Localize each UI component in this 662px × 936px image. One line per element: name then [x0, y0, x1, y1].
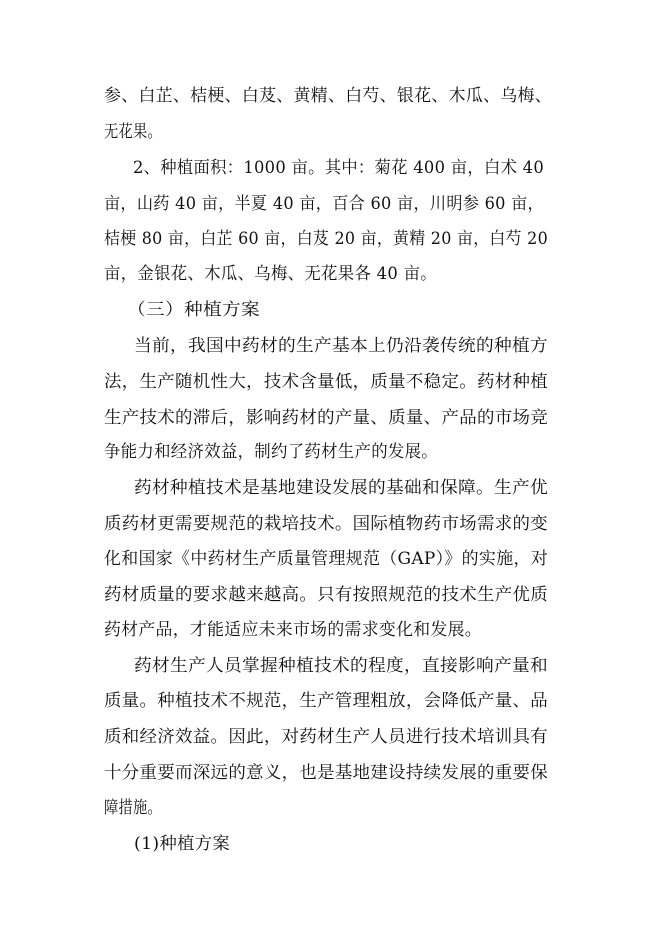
text-line: [104, 725, 548, 749]
text-line-content: 药材生产人员掌握种植技术的程度，直接影响产量和: [134, 656, 548, 676]
text-line: [104, 796, 173, 820]
text-line: [104, 262, 449, 286]
text-line-content: 亩，山药 40 亩，半夏 40 亩，百合 60 亩，川明参 60 亩，: [104, 194, 544, 214]
text-line: [104, 120, 173, 144]
text-line-content: 化和国家《中药材生产质量管理规范（GAP）》的实施，对: [104, 549, 548, 569]
text-line-content: 法，生产随机性大，技术含量低，质量不稳定。药材种植: [104, 372, 548, 392]
text-line: [104, 370, 548, 394]
text-line: [133, 156, 561, 180]
text-line: [104, 618, 485, 642]
text-line-content: 生产技术的滞后，影响药材的产量、质量、产品的市场竞: [104, 408, 548, 428]
text-line: [104, 512, 548, 536]
text-line-content: 药材质量的要求越来越高。只有按照规范的技术生产优质: [104, 585, 548, 605]
text-line-content: 障措施。: [104, 798, 162, 818]
text-line-content: 药材种植技术是基地建设发展的基础和保障。生产优: [134, 478, 548, 498]
text-line: [134, 654, 548, 678]
text-line-content: 质量。种植技术不规范，生产管理粗放，会降低产量、品: [104, 691, 548, 711]
text-line: [104, 406, 548, 430]
text-line: [104, 761, 548, 785]
text-line-content: 桔梗 80 亩，白芷 60 亩，白芨 20 亩，黄精 20 亩，白芍 20: [104, 229, 548, 249]
text-line-content: 质药材更需要规范的栽培技术。国际植物药市场需求的变: [104, 514, 548, 534]
text-line: [104, 84, 554, 108]
text-line: [134, 334, 548, 358]
text-line-content: 参、白芷、桔梗、白芨、黄精、白芍、银花、木瓜、乌梅、: [104, 86, 552, 106]
text-line-content: 当前，我国中药材的生产基本上仍沿袭传统的种植方: [134, 336, 548, 356]
section-heading: [134, 832, 228, 856]
text-line-content: 药材产品，才能适应未来市场的需求变化和发展。: [104, 620, 482, 640]
section-heading: [127, 298, 260, 322]
text-line: [104, 192, 567, 216]
text-line-content: 十分重要而深远的意义，也是基地建设持续发展的重要保: [104, 763, 548, 783]
text-line: [134, 476, 548, 500]
text-line: [104, 689, 548, 713]
text-line: [104, 227, 578, 251]
text-line-content: 无花果。: [104, 122, 162, 142]
text-line-content: 质和经济效益。因此，对药材生产人员进行技术培训具有: [104, 727, 548, 747]
text-line-content: 争能力和经济效益，制约了药材生产的发展。: [104, 442, 438, 462]
text-line: [104, 440, 450, 464]
section-heading-text: （三）种植方案: [127, 300, 260, 320]
text-line-content: 亩，金银花、木瓜、乌梅、无花果各 40 亩。: [104, 264, 437, 284]
section-heading-text: (1)种植方案: [134, 834, 230, 854]
text-line-content: 2、种植面积：1000 亩。其中：菊花 400 亩，白术 40: [133, 158, 544, 178]
text-line: [104, 583, 548, 607]
text-line: [104, 547, 549, 571]
